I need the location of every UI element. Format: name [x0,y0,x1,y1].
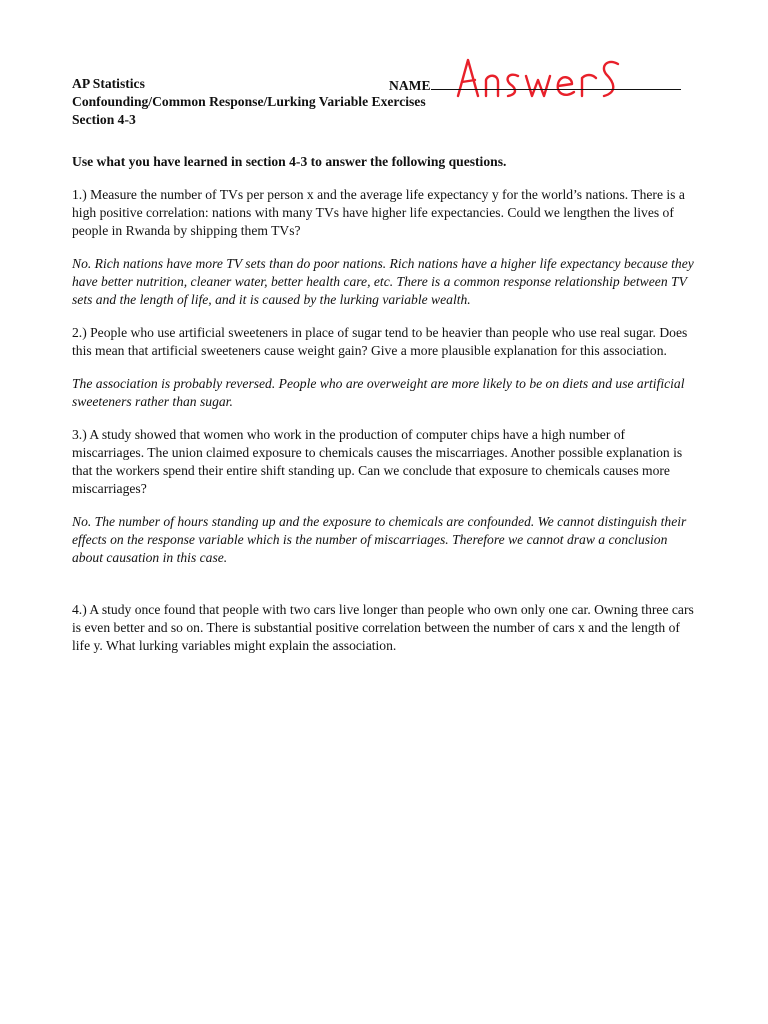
instructions: Use what you have learned in section 4-3 to answer the following questions. [72,154,507,169]
answer-1: No. Rich nations have more TV sets than do poor nations. Rich nations have a higher life expectancy because they have better nutrition, cleaner water, better health care, etc. There is a common response relationship between TV sets and the length of life, and it is caused by the lurking variable wealth. [72,256,694,307]
section-label: Section 4-3 [72,112,136,127]
name-label: NAME [389,78,431,93]
worksheet-title: Confounding/Common Response/Lurking Variable Exercises [72,94,426,109]
question-3: 3.) A study showed that women who work in the production of computer chips have a high number of miscarriages. The union claimed exposure to chemicals causes the miscarriages. Another possible explanation is that the workers spend their entire shift standing up. Can we conclude that exposure to chemicals causes more miscarriages? [72,427,683,496]
name-field [389,75,681,95]
answer-2: The association is probably reversed. People who are overweight are more likely to be on diets and use artificial sweeteners rather than sugar. [72,376,685,409]
question-4: 4.) A study once found that people with two cars live longer than people who own only one car. Owning three cars is even better and so on. There is substantial positive correlation between the number of cars x and the length of life y. What lurking variables might explain the association. [72,602,694,653]
answer-3: No. The number of hours standing up and the exposure to chemicals are confounded. We cannot distinguish their effects on the response variable which is the number of miscarriages. Therefore we cannot draw a conclusion about causation in this case. [72,514,687,565]
header-row [72,75,698,93]
course-name: AP Statistics [72,76,145,91]
name-underline [431,75,681,90]
worksheet [72,75,698,655]
question-1: 1.) Measure the number of TVs per person x and the average life expectancy y for the world’s nations. There is a high positive correlation: nations with many TVs have higher life expectancies. Could we lengthen the lives of people in Rwanda by shipping them TVs? [72,187,685,238]
question-2: 2.) People who use artificial sweeteners in place of sugar tend to be heavier than people who use real sugar. Does this mean that artificial sweeteners cause weight gain? Give a more plausible explanation for this association. [72,325,688,358]
